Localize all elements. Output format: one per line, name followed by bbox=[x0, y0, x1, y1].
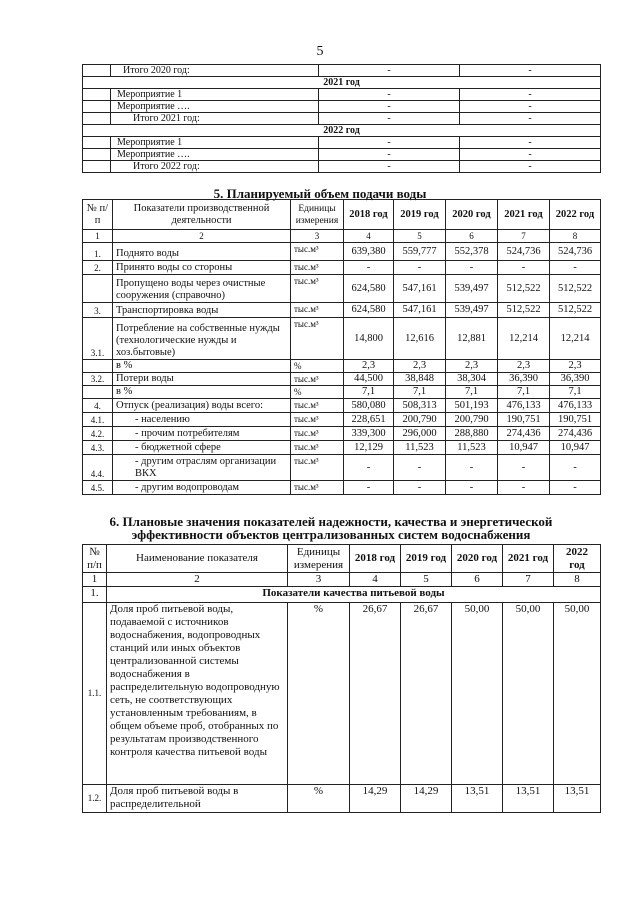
row-number: 2. bbox=[83, 261, 113, 275]
value-cell: 2,3 bbox=[394, 360, 446, 373]
row-num-cell bbox=[83, 161, 111, 173]
value-cell: - bbox=[550, 455, 601, 481]
header-2018: 2018 год bbox=[344, 200, 394, 230]
table-row bbox=[83, 386, 601, 399]
value-cell: 2,3 bbox=[498, 360, 550, 373]
row-number: 4.1. bbox=[83, 413, 113, 427]
value-cell: - bbox=[460, 149, 601, 161]
value-cell: 552,378 bbox=[446, 243, 498, 261]
row-number: 3.2. bbox=[83, 373, 113, 386]
row-unit: % bbox=[288, 603, 350, 785]
column-number: 8 bbox=[554, 573, 601, 587]
value-cell: 7,1 bbox=[446, 386, 498, 399]
value-cell: 7,1 bbox=[394, 386, 446, 399]
column-number: 3 bbox=[291, 230, 344, 243]
row-name: в % bbox=[113, 386, 291, 399]
table-row bbox=[83, 125, 601, 137]
value-cell: - bbox=[319, 101, 460, 113]
header-2018: 2018 год bbox=[350, 545, 401, 573]
value-cell: 12,881 bbox=[446, 318, 498, 360]
item-label: Мероприятие …. bbox=[111, 149, 319, 161]
header-num: № п/п bbox=[83, 545, 107, 573]
row-name: Транспортировка воды bbox=[113, 303, 291, 318]
value-cell: 10,947 bbox=[498, 441, 550, 455]
table-row bbox=[83, 318, 601, 360]
value-cell: - bbox=[460, 101, 601, 113]
item-label: Мероприятие 1 bbox=[111, 89, 319, 101]
value-cell: - bbox=[498, 261, 550, 275]
value-cell: 524,736 bbox=[550, 243, 601, 261]
value-cell: 339,300 bbox=[344, 427, 394, 441]
value-cell: 288,880 bbox=[446, 427, 498, 441]
value-cell: - bbox=[446, 481, 498, 495]
value-cell: 190,751 bbox=[498, 413, 550, 427]
value-cell: 274,436 bbox=[550, 427, 601, 441]
row-unit: тыс.м³ bbox=[291, 441, 344, 455]
table-row bbox=[83, 65, 601, 77]
header-2022: 2022 год bbox=[550, 200, 601, 230]
item-label: Итого 2022 год: bbox=[111, 161, 319, 173]
row-name: Доля проб питьевой воды, подаваемой с источников водоснабжения, водопроводных станций или иных объектов централизованной системы водоснабжения в распределительную водопроводную сеть, не соответствующих установленным требованиям, в общем объеме проб, отобранных по результатам производственного контроля качества питьевой воды bbox=[107, 603, 288, 785]
column-number-row bbox=[83, 573, 601, 587]
value-cell: 13,51 bbox=[452, 785, 503, 813]
page-number: 5 bbox=[316, 44, 324, 59]
table-row bbox=[83, 77, 601, 89]
activities-table bbox=[82, 64, 601, 173]
value-cell: 547,161 bbox=[394, 303, 446, 318]
value-cell: - bbox=[460, 113, 601, 125]
value-cell: 296,000 bbox=[394, 427, 446, 441]
row-unit: тыс.м³ bbox=[291, 243, 344, 261]
value-cell: - bbox=[394, 261, 446, 275]
value-cell: 12,214 bbox=[498, 318, 550, 360]
group-row bbox=[83, 587, 601, 603]
value-cell: 12,214 bbox=[550, 318, 601, 360]
row-unit: тыс.м³ bbox=[291, 261, 344, 275]
column-number: 5 bbox=[401, 573, 452, 587]
value-cell: 512,522 bbox=[498, 303, 550, 318]
value-cell: 38,304 bbox=[446, 373, 498, 386]
row-number: 3. bbox=[83, 303, 113, 318]
value-cell: 559,777 bbox=[394, 243, 446, 261]
value-cell: - bbox=[446, 261, 498, 275]
value-cell: 512,522 bbox=[550, 303, 601, 318]
header-2020: 2020 год bbox=[452, 545, 503, 573]
value-cell: 512,522 bbox=[550, 275, 601, 303]
table-row bbox=[83, 441, 601, 455]
column-number: 2 bbox=[107, 573, 288, 587]
header-indicator: Наименование показателя bbox=[107, 545, 288, 573]
value-cell: 12,616 bbox=[394, 318, 446, 360]
table-row bbox=[83, 161, 601, 173]
row-num-cell bbox=[83, 113, 111, 125]
row-num-cell bbox=[83, 101, 111, 113]
value-cell: 190,751 bbox=[550, 413, 601, 427]
table-row bbox=[83, 101, 601, 113]
table-header-row bbox=[83, 545, 601, 573]
group-title: Показатели качества питьевой воды bbox=[107, 587, 601, 603]
value-cell: 2,3 bbox=[550, 360, 601, 373]
header-unit: Единицы измерения bbox=[291, 200, 344, 230]
row-number: 4.3. bbox=[83, 441, 113, 455]
value-cell: 501,193 bbox=[446, 399, 498, 413]
value-cell: 508,313 bbox=[394, 399, 446, 413]
row-name: Потребление на собственные нужды (технологические нужды и хоз.бытовые) bbox=[113, 318, 291, 360]
table-row bbox=[83, 785, 601, 813]
table-row bbox=[83, 137, 601, 149]
quality-indicators-table bbox=[82, 544, 601, 813]
header-2019: 2019 год bbox=[401, 545, 452, 573]
value-cell: 639,380 bbox=[344, 243, 394, 261]
water-supply-table bbox=[82, 199, 601, 495]
value-cell: 476,133 bbox=[550, 399, 601, 413]
value-cell: 274,436 bbox=[498, 427, 550, 441]
row-name: Потери воды bbox=[113, 373, 291, 386]
value-cell: - bbox=[498, 455, 550, 481]
value-cell: - bbox=[344, 261, 394, 275]
column-number: 4 bbox=[350, 573, 401, 587]
table-row bbox=[83, 303, 601, 318]
table-row bbox=[83, 261, 601, 275]
value-cell: - bbox=[460, 65, 601, 77]
value-cell: 547,161 bbox=[394, 275, 446, 303]
row-num-cell bbox=[83, 89, 111, 101]
row-unit: тыс.м³ bbox=[291, 455, 344, 481]
value-cell: - bbox=[319, 161, 460, 173]
row-name: - другим водопроводам bbox=[113, 481, 291, 495]
value-cell: - bbox=[460, 89, 601, 101]
value-cell: 2,3 bbox=[344, 360, 394, 373]
value-cell: - bbox=[550, 481, 601, 495]
value-cell: 624,580 bbox=[344, 275, 394, 303]
value-cell: 512,522 bbox=[498, 275, 550, 303]
value-cell: - bbox=[446, 455, 498, 481]
row-unit: тыс.м³ bbox=[291, 275, 344, 303]
table-row bbox=[83, 149, 601, 161]
value-cell: - bbox=[394, 481, 446, 495]
row-name: Поднято воды bbox=[113, 243, 291, 261]
table-header-row bbox=[83, 200, 601, 230]
row-name: - другим отраслям организации ВКХ bbox=[113, 455, 291, 481]
value-cell: - bbox=[319, 89, 460, 101]
row-num-cell bbox=[83, 149, 111, 161]
row-number: 3.1. bbox=[83, 318, 113, 360]
value-cell: 26,67 bbox=[401, 603, 452, 785]
year-heading: 2021 год bbox=[83, 77, 601, 89]
row-unit: тыс.м³ bbox=[291, 413, 344, 427]
value-cell: 13,51 bbox=[503, 785, 554, 813]
value-cell: 7,1 bbox=[498, 386, 550, 399]
value-cell: 11,523 bbox=[394, 441, 446, 455]
value-cell: 7,1 bbox=[550, 386, 601, 399]
table-row bbox=[83, 373, 601, 386]
row-number: 4.4. bbox=[83, 455, 113, 481]
row-name: Доля проб питьевой воды в распределительной bbox=[107, 785, 288, 813]
table-row bbox=[83, 603, 601, 785]
row-unit: тыс.м³ bbox=[291, 481, 344, 495]
column-number-row bbox=[83, 230, 601, 243]
section-5-heading: 5. Планируемый объем подачи воды bbox=[213, 186, 427, 201]
row-unit: тыс.м³ bbox=[291, 399, 344, 413]
value-cell: 11,523 bbox=[446, 441, 498, 455]
item-label: Мероприятие 1 bbox=[111, 137, 319, 149]
value-cell: 50,00 bbox=[503, 603, 554, 785]
value-cell: 524,736 bbox=[498, 243, 550, 261]
header-2021: 2021 год bbox=[498, 200, 550, 230]
row-name: Принято воды со стороны bbox=[113, 261, 291, 275]
header-2019: 2019 год bbox=[394, 200, 446, 230]
value-cell: 2,3 bbox=[446, 360, 498, 373]
column-number: 6 bbox=[446, 230, 498, 243]
table-row bbox=[83, 89, 601, 101]
row-number: 1. bbox=[83, 243, 113, 261]
column-number: 7 bbox=[498, 230, 550, 243]
value-cell: 38,848 bbox=[394, 373, 446, 386]
row-num-cell bbox=[83, 65, 111, 77]
row-unit: % bbox=[288, 785, 350, 813]
row-name: - населению bbox=[113, 413, 291, 427]
row-number: 4. bbox=[83, 399, 113, 413]
row-unit: тыс.м³ bbox=[291, 373, 344, 386]
value-cell: 26,67 bbox=[350, 603, 401, 785]
value-cell: 200,790 bbox=[446, 413, 498, 427]
value-cell: - bbox=[319, 137, 460, 149]
value-cell: - bbox=[460, 161, 601, 173]
table-row bbox=[83, 455, 601, 481]
row-unit: тыс.м³ bbox=[291, 303, 344, 318]
column-number: 6 bbox=[452, 573, 503, 587]
row-number: 4.2. bbox=[83, 427, 113, 441]
column-number: 4 bbox=[344, 230, 394, 243]
row-name: - бюджетной сфере bbox=[113, 441, 291, 455]
year-heading: 2022 год bbox=[83, 125, 601, 137]
header-indicator: Показатели производственной деятельности bbox=[113, 200, 291, 230]
row-number: 1.1. bbox=[83, 603, 107, 785]
value-cell: 14,800 bbox=[344, 318, 394, 360]
item-label: Итого 2021 год: bbox=[111, 113, 319, 125]
column-number: 5 bbox=[394, 230, 446, 243]
row-unit: % bbox=[291, 386, 344, 399]
header-2022: 2022 год bbox=[554, 545, 601, 573]
table-row bbox=[83, 113, 601, 125]
row-unit: % bbox=[291, 360, 344, 373]
value-cell: 228,651 bbox=[344, 413, 394, 427]
value-cell: 44,500 bbox=[344, 373, 394, 386]
value-cell: 50,00 bbox=[452, 603, 503, 785]
value-cell: 12,129 bbox=[344, 441, 394, 455]
value-cell: 10,947 bbox=[550, 441, 601, 455]
header-2020: 2020 год bbox=[446, 200, 498, 230]
value-cell: - bbox=[319, 149, 460, 161]
value-cell: 539,497 bbox=[446, 303, 498, 318]
value-cell: - bbox=[394, 455, 446, 481]
row-unit: тыс.м³ bbox=[291, 318, 344, 360]
column-number: 1 bbox=[83, 230, 113, 243]
table-row bbox=[83, 413, 601, 427]
row-number bbox=[83, 275, 113, 303]
table-row bbox=[83, 399, 601, 413]
row-name: в % bbox=[113, 360, 291, 373]
header-num: № п/п bbox=[83, 200, 113, 230]
row-name: Отпуск (реализация) воды всего: bbox=[113, 399, 291, 413]
value-cell: - bbox=[498, 481, 550, 495]
value-cell: 50,00 bbox=[554, 603, 601, 785]
value-cell: - bbox=[344, 481, 394, 495]
value-cell: 580,080 bbox=[344, 399, 394, 413]
value-cell: 14,29 bbox=[401, 785, 452, 813]
section-6-heading: 6. Плановые значения показателей надежности, качества и энергетической эффективности объектов централизованных систем водоснабжения bbox=[109, 514, 553, 542]
item-label: Итого 2020 год: bbox=[111, 65, 319, 77]
row-number: 1.2. bbox=[83, 785, 107, 813]
value-cell: - bbox=[319, 65, 460, 77]
table-row bbox=[83, 243, 601, 261]
value-cell: 36,390 bbox=[498, 373, 550, 386]
value-cell: - bbox=[460, 137, 601, 149]
table-row bbox=[83, 275, 601, 303]
table-row bbox=[83, 427, 601, 441]
value-cell: 36,390 bbox=[550, 373, 601, 386]
header-unit: Единицы измерения bbox=[288, 545, 350, 573]
item-label: Мероприятие …. bbox=[111, 101, 319, 113]
column-number: 8 bbox=[550, 230, 601, 243]
header-2021: 2021 год bbox=[503, 545, 554, 573]
value-cell: 539,497 bbox=[446, 275, 498, 303]
table-row bbox=[83, 481, 601, 495]
column-number: 7 bbox=[503, 573, 554, 587]
row-name: - прочим потребителям bbox=[113, 427, 291, 441]
row-name: Пропущено воды через очистные сооружения (справочно) bbox=[113, 275, 291, 303]
column-number: 3 bbox=[288, 573, 350, 587]
value-cell: - bbox=[344, 455, 394, 481]
row-number bbox=[83, 386, 113, 399]
value-cell: 624,580 bbox=[344, 303, 394, 318]
row-unit: тыс.м³ bbox=[291, 427, 344, 441]
value-cell: 14,29 bbox=[350, 785, 401, 813]
column-number: 2 bbox=[113, 230, 291, 243]
column-number: 1 bbox=[83, 573, 107, 587]
value-cell: 7,1 bbox=[344, 386, 394, 399]
table-row bbox=[83, 360, 601, 373]
row-number bbox=[83, 360, 113, 373]
group-number: 1. bbox=[83, 587, 107, 603]
row-number: 4.5. bbox=[83, 481, 113, 495]
value-cell: 476,133 bbox=[498, 399, 550, 413]
value-cell: 13,51 bbox=[554, 785, 601, 813]
value-cell: 200,790 bbox=[394, 413, 446, 427]
value-cell: - bbox=[550, 261, 601, 275]
row-num-cell bbox=[83, 137, 111, 149]
value-cell: - bbox=[319, 113, 460, 125]
